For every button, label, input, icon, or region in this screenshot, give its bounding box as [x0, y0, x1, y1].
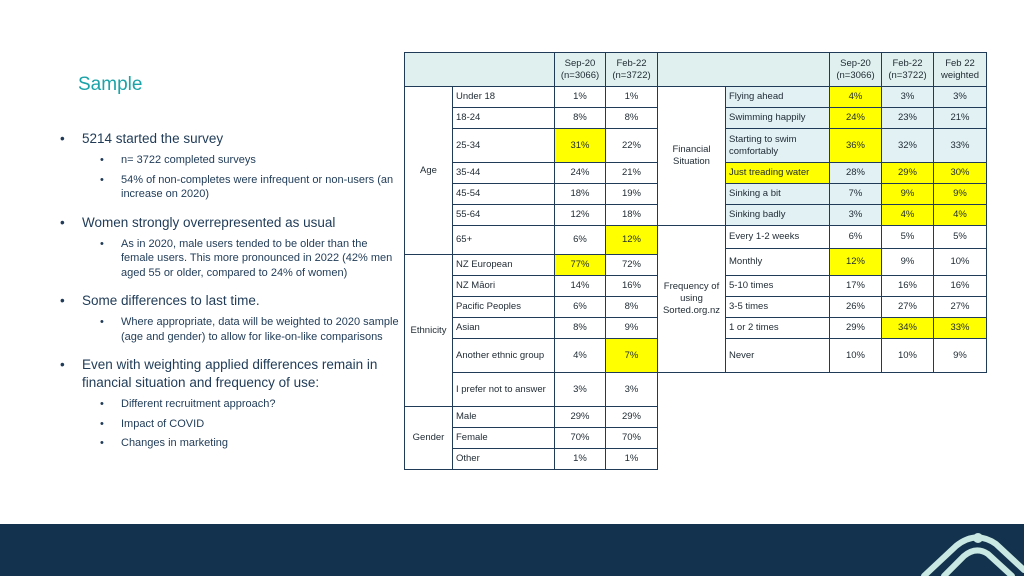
- table-header-row: [658, 53, 987, 87]
- bullet-differences: • Some differences to last time.: [60, 292, 400, 310]
- cell-feb22: 19%: [606, 184, 658, 205]
- header-blank: [658, 53, 830, 87]
- header-sep20: Sep-20 (n=3066): [830, 53, 882, 87]
- row-label: Pacific Peoples: [453, 297, 555, 318]
- table-row: [658, 87, 987, 108]
- cell-sep20: 12%: [830, 249, 882, 276]
- row-label: NZ Māori: [453, 276, 555, 297]
- cell-weighted: 3%: [934, 87, 987, 108]
- sub-bullet-male-users: • As in 2020, male users tended to be older than the female users. This more pronounced in 2022 (42% men aged 55 or older, compared to 24% of women): [60, 237, 400, 281]
- cell-weighted: 9%: [934, 184, 987, 205]
- group-gender: Gender: [405, 407, 453, 470]
- cell-weighted: 21%: [934, 108, 987, 129]
- cell-feb22: 4%: [882, 205, 934, 226]
- row-label: NZ European: [453, 255, 555, 276]
- row-label: Asian: [453, 318, 555, 339]
- row-label: 65+: [453, 226, 555, 255]
- bullet-weighting-differences: • Even with weighting applied differences remain in financial situation and frequency of use:: [60, 356, 400, 392]
- cell-weighted: 4%: [934, 205, 987, 226]
- cell-feb22: 7%: [606, 339, 658, 373]
- cell-sep20: 4%: [830, 87, 882, 108]
- row-label: Another ethnic group: [453, 339, 555, 373]
- cell-sep20: 4%: [555, 339, 606, 373]
- row-label: Other: [453, 449, 555, 470]
- cell-feb22: 9%: [882, 249, 934, 276]
- cell-sep20: 7%: [830, 184, 882, 205]
- cell-weighted: 9%: [934, 339, 987, 373]
- koru-roof-icon: [894, 524, 1024, 576]
- table-row: [658, 226, 987, 249]
- cell-sep20: 29%: [830, 318, 882, 339]
- bullet-women: • Women strongly overrepresented as usual: [60, 214, 400, 232]
- cell-feb22: 3%: [882, 87, 934, 108]
- cell-weighted: 16%: [934, 276, 987, 297]
- cell-feb22: 12%: [606, 226, 658, 255]
- cell-sep20: 6%: [830, 226, 882, 249]
- cell-sep20: 29%: [555, 407, 606, 428]
- row-label: Monthly: [726, 249, 830, 276]
- cell-feb22: 22%: [606, 129, 658, 163]
- header-sep20: Sep-20 (n=3066): [555, 53, 606, 87]
- cell-feb22: 9%: [882, 184, 934, 205]
- cell-weighted: 33%: [934, 129, 987, 163]
- cell-feb22: 3%: [606, 373, 658, 407]
- cell-sep20: 8%: [555, 108, 606, 129]
- row-label: 3-5 times: [726, 297, 830, 318]
- row-label: Male: [453, 407, 555, 428]
- cell-feb22: 21%: [606, 163, 658, 184]
- header-feb22-weighted: Feb 22 weighted: [934, 53, 987, 87]
- cell-feb22: 34%: [882, 318, 934, 339]
- row-label: 1 or 2 times: [726, 318, 830, 339]
- row-label: 5-10 times: [726, 276, 830, 297]
- row-label: Just treading water: [726, 163, 830, 184]
- financial-frequency-table: [657, 52, 987, 373]
- bullet-started: • 5214 started the survey: [60, 130, 400, 148]
- page-title: Sample: [78, 74, 143, 95]
- table-row: [405, 87, 658, 108]
- row-label: Sinking badly: [726, 205, 830, 226]
- cell-feb22: 16%: [882, 276, 934, 297]
- cell-feb22: 1%: [606, 87, 658, 108]
- cell-sep20: 28%: [830, 163, 882, 184]
- cell-weighted: 27%: [934, 297, 987, 318]
- cell-feb22: 72%: [606, 255, 658, 276]
- sub-bullet-completed: • n= 3722 completed surveys: [60, 153, 400, 168]
- header-feb22: Feb-22 (n=3722): [606, 53, 658, 87]
- cell-feb22: 8%: [606, 297, 658, 318]
- cell-feb22: 9%: [606, 318, 658, 339]
- group-financial-situation: Financial Situation: [658, 87, 726, 226]
- cell-weighted: 30%: [934, 163, 987, 184]
- cell-sep20: 36%: [830, 129, 882, 163]
- cell-sep20: 6%: [555, 297, 606, 318]
- cell-sep20: 3%: [555, 373, 606, 407]
- cell-sep20: 17%: [830, 276, 882, 297]
- cell-feb22: 8%: [606, 108, 658, 129]
- cell-sep20: 12%: [555, 205, 606, 226]
- cell-feb22: 23%: [882, 108, 934, 129]
- row-label: Starting to swim comfortably: [726, 129, 830, 163]
- bullet-list: [60, 130, 400, 451]
- header-blank: [405, 53, 555, 87]
- row-label: 55-64: [453, 205, 555, 226]
- cell-feb22: 27%: [882, 297, 934, 318]
- sub-bullet-weighting: • Where appropriate, data will be weighted to 2020 sample (age and gender) to allow for like-on-like comparisons: [60, 315, 400, 344]
- row-label: Flying ahead: [726, 87, 830, 108]
- row-label: I prefer not to answer: [453, 373, 555, 407]
- row-label: Never: [726, 339, 830, 373]
- row-label: Under 18: [453, 87, 555, 108]
- cell-sep20: 70%: [555, 428, 606, 449]
- sub-bullet-covid: • Impact of COVID: [60, 417, 400, 432]
- group-ethnicity: Ethnicity: [405, 255, 453, 407]
- cell-sep20: 1%: [555, 87, 606, 108]
- cell-sep20: 10%: [830, 339, 882, 373]
- sub-bullet-noncompletes: • 54% of non-completes were infrequent or non-users (an increase on 2020): [60, 173, 400, 202]
- cell-weighted: 10%: [934, 249, 987, 276]
- cell-feb22: 32%: [882, 129, 934, 163]
- table-row: [405, 255, 658, 276]
- row-label: 45-54: [453, 184, 555, 205]
- cell-sep20: 31%: [555, 129, 606, 163]
- sub-bullet-marketing: • Changes in marketing: [60, 436, 400, 451]
- row-label: 18-24: [453, 108, 555, 129]
- cell-sep20: 1%: [555, 449, 606, 470]
- cell-sep20: 24%: [555, 163, 606, 184]
- table-header-row: [405, 53, 658, 87]
- footer-bar: [0, 524, 1024, 576]
- cell-feb22: 18%: [606, 205, 658, 226]
- cell-weighted: 33%: [934, 318, 987, 339]
- cell-sep20: 77%: [555, 255, 606, 276]
- header-feb22: Feb-22 (n=3722): [882, 53, 934, 87]
- row-label: Swimming happily: [726, 108, 830, 129]
- cell-feb22: 29%: [606, 407, 658, 428]
- row-label: Female: [453, 428, 555, 449]
- cell-sep20: 14%: [555, 276, 606, 297]
- demographics-table: [404, 52, 658, 470]
- cell-feb22: 1%: [606, 449, 658, 470]
- group-age: Age: [405, 87, 453, 255]
- cell-feb22: 70%: [606, 428, 658, 449]
- row-label: 25-34: [453, 129, 555, 163]
- cell-sep20: 6%: [555, 226, 606, 255]
- cell-feb22: 10%: [882, 339, 934, 373]
- cell-sep20: 3%: [830, 205, 882, 226]
- cell-sep20: 8%: [555, 318, 606, 339]
- cell-sep20: 26%: [830, 297, 882, 318]
- group-frequency: Frequency of using Sorted.org.nz: [658, 226, 726, 373]
- table-row: [405, 407, 658, 428]
- cell-feb22: 29%: [882, 163, 934, 184]
- row-label: Every 1-2 weeks: [726, 226, 830, 249]
- cell-sep20: 24%: [830, 108, 882, 129]
- cell-weighted: 5%: [934, 226, 987, 249]
- row-label: 35-44: [453, 163, 555, 184]
- cell-feb22: 16%: [606, 276, 658, 297]
- cell-feb22: 5%: [882, 226, 934, 249]
- cell-sep20: 18%: [555, 184, 606, 205]
- sub-bullet-recruitment: • Different recruitment approach?: [60, 397, 400, 412]
- row-label: Sinking a bit: [726, 184, 830, 205]
